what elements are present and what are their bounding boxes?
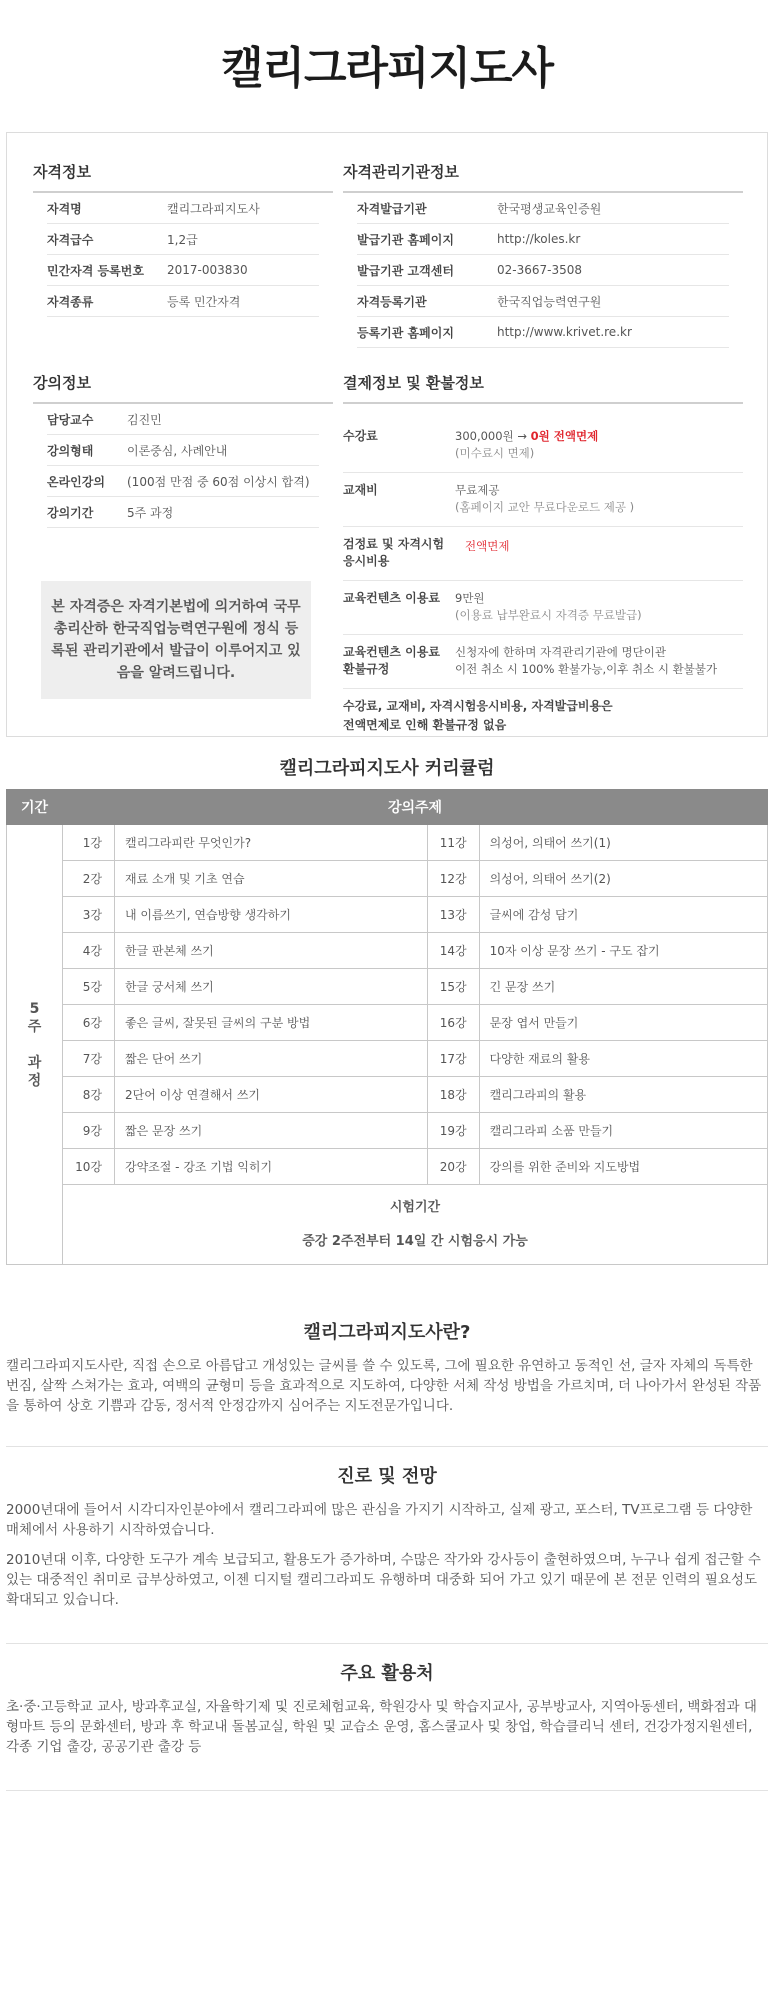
exam-value: 전액면제	[465, 539, 510, 553]
table-row	[7, 1113, 768, 1149]
table-row	[7, 933, 768, 969]
info-row	[47, 435, 319, 466]
table-row	[7, 1077, 768, 1113]
payment-key: 수강료	[343, 429, 378, 443]
info-value: 김진민	[127, 412, 162, 427]
homepage-link[interactable]: http://koles.kr	[497, 232, 581, 246]
exam-title: 시험기간	[389, 1199, 441, 1215]
info-box	[6, 132, 768, 737]
info-key: 자격급수	[47, 232, 94, 247]
lecture-heading: 강의정보	[33, 372, 333, 404]
lesson-subject: 한글 판본체 쓰기	[115, 933, 428, 969]
exam-description: 증강 2주전부터 14일 간 시험응시 가능	[302, 1233, 528, 1249]
period-word-1: 과	[27, 1054, 42, 1071]
exam-period-cell	[63, 1185, 768, 1265]
info-value: 02-3667-3508	[497, 263, 583, 277]
period-unit: 주	[27, 1018, 42, 1035]
exam-row	[7, 1185, 768, 1265]
lesson-subject: 캘리그라피 소품 만들기	[479, 1113, 767, 1149]
agency-heading: 자격관리기관정보	[343, 161, 743, 193]
notice-box: 본 자격증은 자격기본법에 의거하여 국무총리산하 한국직업능력연구원에 정식 등록된 관리기관에서 발급이 이루어지고 있음을 알려드립니다.	[41, 581, 311, 699]
lesson-number: 5강	[63, 969, 115, 1005]
usage-section	[6, 1659, 768, 1767]
note-line-2: 전액면제로 인해 환불규정 없음	[343, 718, 507, 732]
lesson-subject: 한글 궁서체 쓰기	[115, 969, 428, 1005]
divider	[6, 1790, 768, 1791]
lesson-number: 17강	[427, 1041, 479, 1077]
column-header-period: 기간	[7, 790, 63, 825]
fee-free: 0원 전액면제	[530, 429, 599, 443]
lesson-subject: 글씨에 감성 담기	[479, 897, 767, 933]
lesson-subject: 짧은 단어 쓰기	[115, 1041, 428, 1077]
lesson-number: 20강	[427, 1149, 479, 1185]
exam-label-2: 응시비용	[343, 554, 390, 568]
lesson-number: 11강	[427, 825, 479, 861]
about-text: 캘리그라피지도사란, 직접 손으로 아름답고 개성있는 글씨를 쓸 수 있도록, 그에 필요한 유연하고 동적인 선, 글자 자체의 독특한 번짐, 살짝 스쳐가는 효과, 여백의 균형미 등을 효과적으로 지도하여, 다양한 서체 작성 방법을 가르치며, 더 나아가서 완성된 작품을 통하여 상호 기쁨과 감동, 정서적 안정감까지 심어주는 지도전문가입니다.	[6, 1358, 762, 1414]
fee-sub: (미수료시 면제)	[455, 446, 535, 460]
content-value: 9만원	[455, 591, 485, 605]
payment-key: 교재비	[343, 483, 378, 497]
refund-value-2: 이전 취소 시 100% 환불가능,이후 취소 시 환불불가	[455, 662, 718, 676]
info-value: 한국평생교육인증원	[497, 201, 602, 216]
payment-key	[343, 644, 455, 678]
info-row	[47, 404, 319, 435]
material-value: 무료제공	[455, 483, 500, 497]
period-cell	[7, 825, 63, 1265]
career-heading: 진로 및 전망	[337, 1466, 437, 1487]
table-row	[7, 1149, 768, 1185]
lesson-number: 18강	[427, 1077, 479, 1113]
info-row	[357, 255, 729, 286]
lesson-number: 4강	[63, 933, 115, 969]
refund-label-2: 환불규정	[343, 662, 390, 676]
lesson-subject: 내 이름쓰기, 연습방향 생각하기	[115, 897, 428, 933]
agency-section	[343, 161, 743, 348]
payment-row	[343, 419, 743, 473]
lesson-number: 6강	[63, 1005, 115, 1041]
divider	[6, 1446, 768, 1447]
payment-key: 교육컨텐츠 이용료	[343, 591, 440, 605]
info-row	[357, 224, 729, 255]
lesson-subject: 짧은 문장 쓰기	[115, 1113, 428, 1149]
payment-value	[455, 536, 509, 570]
about-heading: 캘리그라피지도사란?	[303, 1322, 471, 1343]
info-row	[47, 224, 319, 255]
info-key: 담당교수	[47, 412, 94, 427]
note-line-1: 수강료, 교재비, 자격시험응시비용, 자격발급비용은	[343, 699, 613, 713]
info-key: 등록기관 홈페이지	[357, 325, 454, 340]
info-key: 자격등록기관	[357, 294, 427, 309]
info-row	[47, 466, 319, 497]
table-row	[7, 1041, 768, 1077]
info-value: 5주 과정	[127, 505, 174, 520]
payment-row	[343, 635, 743, 689]
period-number: 5	[29, 1000, 40, 1017]
table-row	[7, 969, 768, 1005]
lecture-section	[33, 372, 333, 528]
refund-label-1: 교육컨텐츠 이용료	[343, 645, 440, 659]
payment-value	[455, 644, 717, 678]
payment-value	[455, 428, 598, 462]
qualification-section	[33, 161, 333, 317]
info-key: 자격명	[47, 201, 82, 216]
lesson-number: 9강	[63, 1113, 115, 1149]
lesson-number: 7강	[63, 1041, 115, 1077]
lesson-number: 10강	[63, 1149, 115, 1185]
lesson-number: 19강	[427, 1113, 479, 1149]
lesson-subject: 의성어, 의태어 쓰기(2)	[479, 861, 767, 897]
payment-row	[343, 581, 743, 635]
info-value: 이론중심, 사례안내	[127, 443, 228, 458]
payment-value	[455, 590, 642, 624]
lesson-subject: 캘리그라피란 무엇인가?	[115, 825, 428, 861]
info-value: (100점 만점 중 60점 이상시 합격)	[127, 474, 310, 489]
lesson-number: 3강	[63, 897, 115, 933]
info-key: 자격발급기관	[357, 201, 427, 216]
lesson-subject: 10자 이상 문장 쓰기 - 구도 잡기	[479, 933, 767, 969]
payment-row	[343, 527, 743, 581]
info-key: 온라인강의	[47, 474, 105, 489]
lesson-subject: 의성어, 의태어 쓰기(1)	[479, 825, 767, 861]
info-value: 캘리그라피지도사	[167, 201, 260, 216]
info-value: 한국직업능력연구원	[497, 294, 602, 309]
refund-value-1: 신청자에 한하며 자격관리기관에 명단이관	[455, 645, 666, 659]
info-key: 강의기간	[47, 505, 94, 520]
info-row	[357, 286, 729, 317]
info-row	[47, 497, 319, 528]
arrow: →	[517, 429, 527, 443]
lesson-subject: 좋은 글씨, 잘못된 글씨의 구분 방법	[115, 1005, 428, 1041]
lesson-subject: 문장 엽서 만들기	[479, 1005, 767, 1041]
lesson-number: 12강	[427, 861, 479, 897]
usage-text: 초·중·고등학교 교사, 방과후교실, 자율학기제 및 진로체험교육, 학원강사 및 학습지교사, 공부방교사, 지역아동센터, 백화점과 대형마트 등의 문화센터, 방과 후 학교내 돌봄교실, 학원 및 교습소 운영, 홈스쿨교사 및 창업, 학습클리닉 센터, 건강가정지원센터, 각종 기업 출강, 공공기관 출강 등	[6, 1699, 757, 1755]
period-word-2: 정	[27, 1072, 42, 1089]
lesson-subject: 캘리그라피의 활용	[479, 1077, 767, 1113]
info-value: 등록 민간자격	[167, 294, 241, 309]
lesson-subject: 긴 문장 쓰기	[479, 969, 767, 1005]
payment-key	[343, 536, 455, 570]
page-title: 캘리그라피지도사	[220, 43, 554, 94]
info-key: 민간자격 등록번호	[47, 263, 144, 278]
table-row	[7, 825, 768, 861]
lesson-number: 15강	[427, 969, 479, 1005]
lesson-number: 1강	[63, 825, 115, 861]
table-header-row	[7, 790, 768, 825]
table-row	[7, 1005, 768, 1041]
column-header-topic: 강의주제	[63, 790, 768, 825]
homepage-link[interactable]: http://www.krivet.re.kr	[497, 325, 632, 339]
lesson-subject: 강의를 위한 준비와 지도방법	[479, 1149, 767, 1185]
info-key: 자격종류	[47, 294, 94, 309]
divider	[6, 1643, 768, 1644]
lesson-number: 13강	[427, 897, 479, 933]
payment-list	[343, 419, 743, 735]
table-row	[7, 861, 768, 897]
payment-row	[343, 473, 743, 527]
lesson-number: 16강	[427, 1005, 479, 1041]
career-paragraph-1: 2000년대에 들어서 시각디자인분야에서 캘리그라피에 많은 관심을 가지기 시작하고, 실제 광고, 포스터, TV프로그램 등 다양한 매체에서 사용하기 시작하였습니다.	[6, 1502, 753, 1538]
table-row	[7, 897, 768, 933]
info-row	[357, 317, 729, 348]
info-key: 발급기관 고객센터	[357, 263, 454, 278]
career-paragraph-2: 2010년대 이후, 다양한 도구가 계속 보급되고, 활용도가 증가하며, 수많은 작가와 강사등이 출현하였으며, 누구나 쉽게 접근할 수 있는 대중적인 취미로 급부상하였고, 이젠 디지털 캘리그라피도 유행하며 대중화 되어 가고 있기 때문에 본 전문 인력의 필요성도 확대되고 있습니다.	[6, 1552, 761, 1608]
fee-price: 300,000원	[455, 429, 514, 443]
payment-note	[343, 689, 743, 735]
lesson-subject: 재료 소개 및 기초 연습	[115, 861, 428, 897]
info-value: 2017-003830	[167, 263, 248, 277]
payment-heading: 결제정보 및 환불정보	[343, 372, 743, 404]
career-section	[6, 1462, 768, 1620]
lesson-subject: 2단어 이상 연결해서 쓰기	[115, 1077, 428, 1113]
qualification-heading: 자격정보	[33, 161, 333, 193]
content-sub: (이용료 납부완료시 자격증 무료발급)	[455, 608, 642, 622]
curriculum-title: 캘리그라피지도사 커리큘럼	[279, 758, 495, 779]
info-key: 강의형태	[47, 443, 94, 458]
info-row	[47, 193, 319, 224]
info-row	[47, 255, 319, 286]
curriculum-table	[6, 789, 768, 1265]
lesson-subject: 다양한 재료의 활용	[479, 1041, 767, 1077]
usage-heading: 주요 활용처	[340, 1663, 434, 1684]
info-row	[47, 286, 319, 317]
exam-label-1: 검정료 및 자격시험	[343, 537, 445, 551]
material-sub: (홈페이지 교안 무료다운로드 제공 )	[455, 500, 635, 514]
info-value: 1,2급	[167, 232, 198, 247]
payment-section	[343, 372, 743, 404]
payment-value	[455, 482, 634, 516]
info-row	[357, 193, 729, 224]
lesson-number: 14강	[427, 933, 479, 969]
lesson-number: 2강	[63, 861, 115, 897]
info-key: 발급기관 홈페이지	[357, 232, 454, 247]
lesson-number: 8강	[63, 1077, 115, 1113]
about-section	[6, 1318, 768, 1426]
lesson-subject: 강약조절 - 강조 기법 익히기	[115, 1149, 428, 1185]
